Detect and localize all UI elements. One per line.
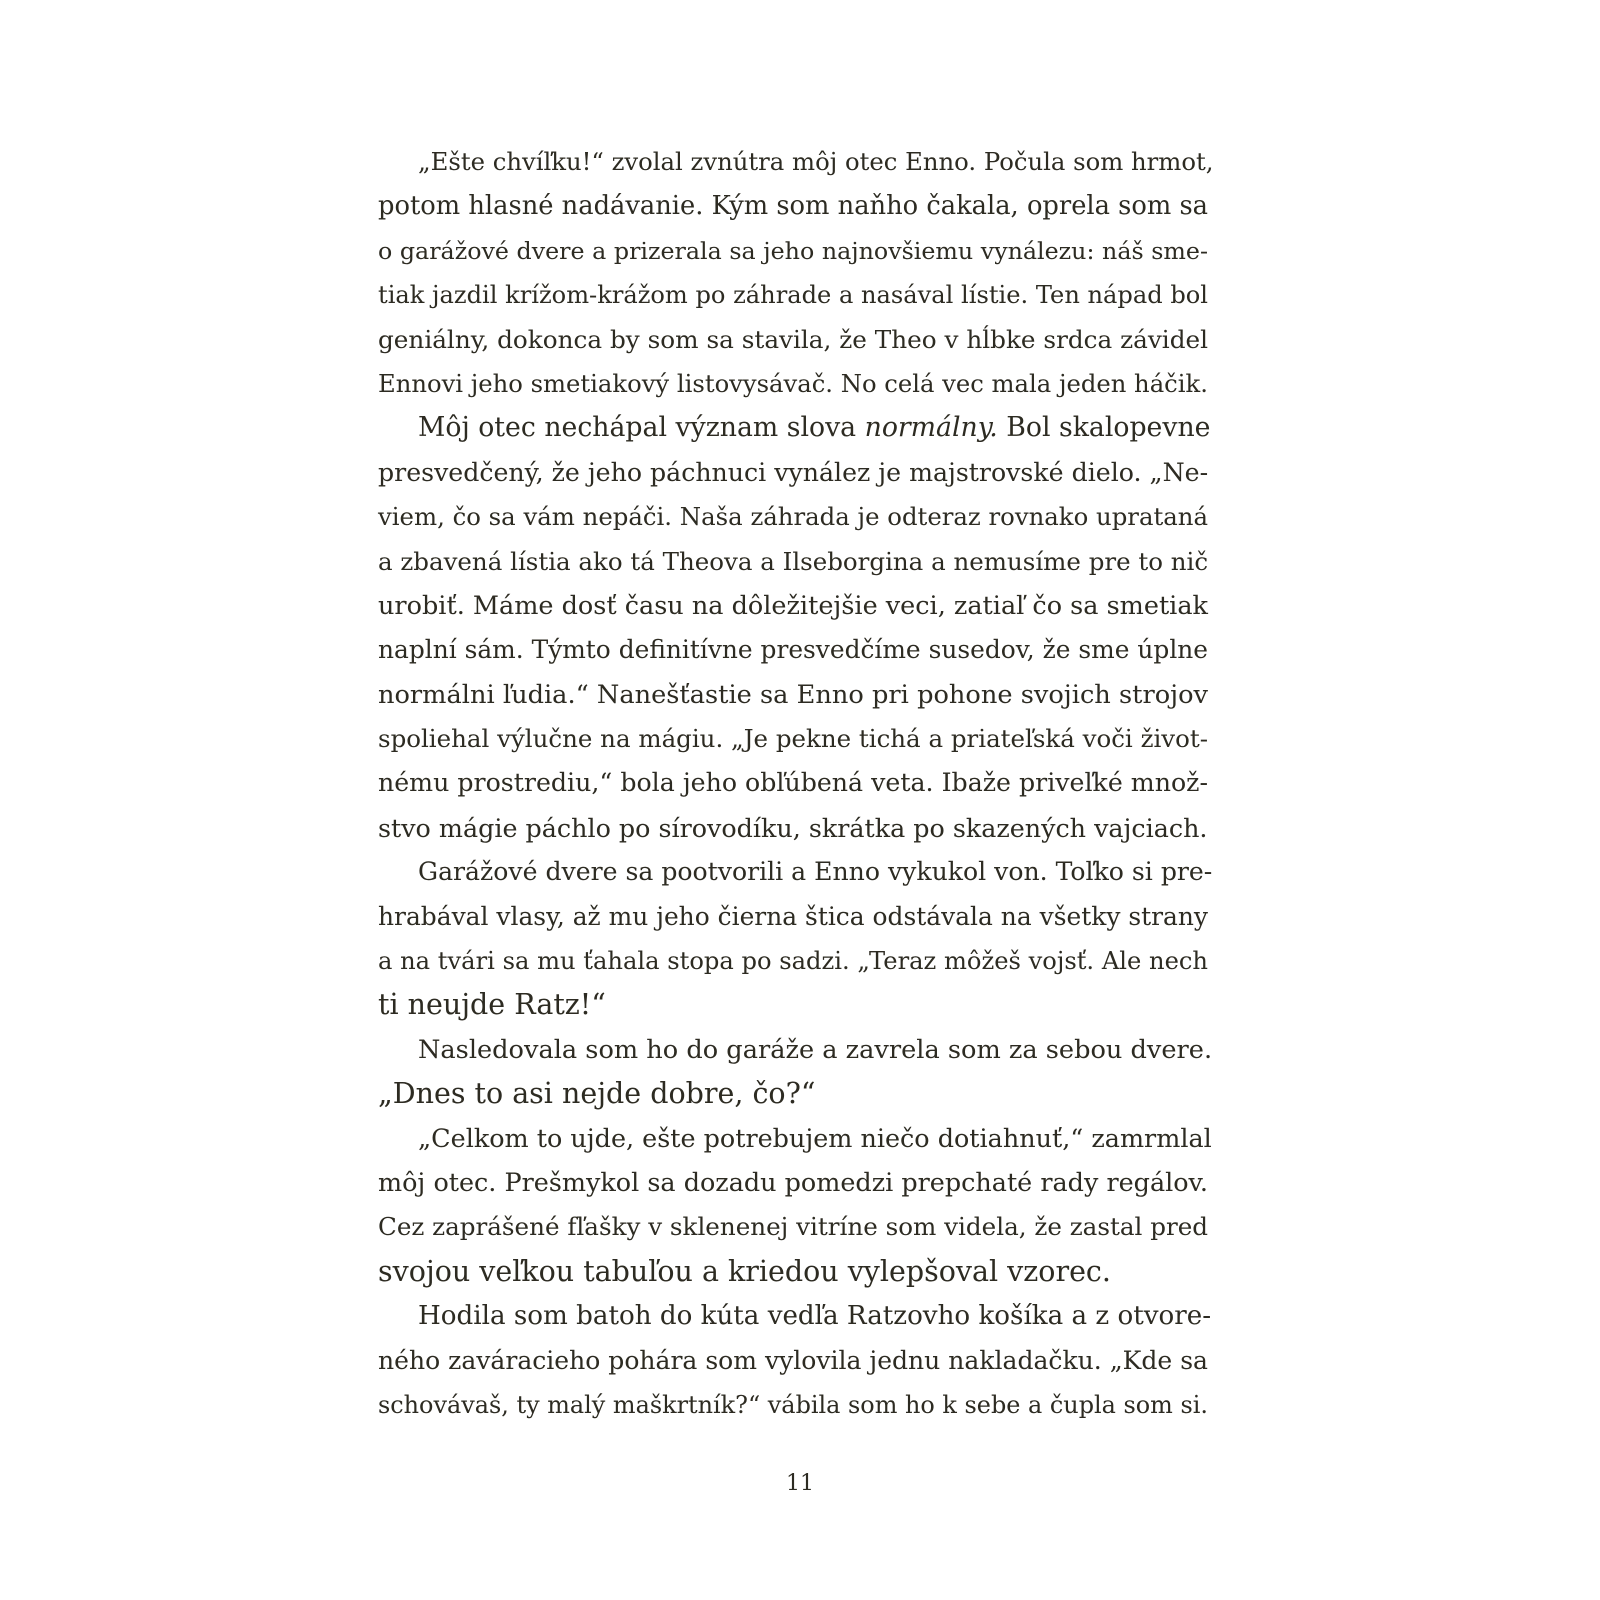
text-line: geniálny, dokonca by som sa stavila, že Theo v hĺbke srdca závidel	[378, 324, 1208, 354]
text-line: môj otec. Prešmykol sa dozadu pomedzi prepchaté rady regálov.	[378, 1167, 1208, 1198]
text-line: o garážové dvere a prizerala sa jeho najnovšiemu vynálezu: náš sme-	[378, 236, 1208, 265]
text-line: ti neujde Ratz!“	[378, 988, 606, 1022]
text-line: spoliehal výlučne na mágiu. „Je pekne tichá a priateľská voči život-	[378, 724, 1208, 754]
text-line: nému prostrediu,“ bola jeho obľúbená veta. Ibaže priveľké množ-	[378, 768, 1208, 798]
text-line	[378, 406, 1211, 450]
italic-word: normálny.	[864, 412, 998, 444]
text-line: „Celkom to ujde, ešte potrebujem niečo dotiahnuť,“ zamrmlal	[418, 1123, 1212, 1154]
text-line: normálni ľudia.“ Nanešťastie sa Enno pri pohone svojich strojov	[378, 679, 1208, 710]
text-line: stvo mágie páchlo po sírovodíku, skrátka po skazených vajciach.	[378, 812, 1208, 843]
text-line: hrabával vlasy, až mu jeho čierna štica odstávala na všetky strany	[378, 901, 1208, 931]
text-line: viem, čo sa vám nepáči. Naša záhrada je odteraz rovnako uprataná	[378, 502, 1208, 532]
text-line: ného zaváracieho pohára som vylovila jednu nakladačku. „Kde sa	[378, 1345, 1208, 1375]
text-segment: Môj otec nechápal význam slova	[418, 412, 865, 444]
text-segment: Bol skalopevne	[997, 412, 1211, 444]
text-line: tiak jazdil krížom-krážom po záhrade a nasával lístie. Ten nápad bol	[378, 281, 1208, 310]
text-line: presvedčený, že jeho páchnuci vynález je majstrovské dielo. „Ne-	[378, 457, 1209, 487]
text-line: Nasledovala som ho do garáže a zavrela som za sebou dvere.	[418, 1034, 1213, 1065]
text-line: naplní sám. Týmto definitívne presvedčíme susedov, že sme úplne	[378, 635, 1208, 665]
body-text	[378, 140, 1214, 1427]
text-line: a na tvári sa mu ťahala stopa po sadzi. „Teraz môžeš vojsť. Ale nech	[378, 947, 1208, 976]
text-line: a zbavená lístia ako tá Theova a Ilseborgina a nemusíme pre to nič	[378, 546, 1209, 576]
text-line: potom hlasné nadávanie. Kým som naňho čakala, oprela som sa	[378, 191, 1208, 222]
text-line: „Dnes to asi nejde dobre, čo?“	[378, 1077, 816, 1111]
text-line: svojou veľkou tabuľou a kriedou vylepšoval vzorec.	[378, 1254, 1111, 1288]
text-line: Ennovi jeho smetiakový listovysávač. No celá vec mala jeden háčik.	[378, 368, 1208, 398]
text-line: Hodila som batoh do kúta vedľa Ratzovho košíka a z otvore-	[418, 1301, 1212, 1332]
text-line: Cez zaprášené fľašky v sklenenej vitríne som videla, že zastal pred	[378, 1212, 1208, 1242]
text-line: Garážové dvere sa pootvorili a Enno vykukol von. Toľko si pre-	[418, 857, 1213, 887]
text-line: urobiť. Máme dosť času na dôležitejšie veci, zatiaľ čo sa smetiak	[378, 590, 1208, 621]
text-line: schovávaš, ty malý maškrtník?“ vábila som ho k sebe a čupla som si.	[378, 1390, 1208, 1419]
page-number: 11	[786, 1471, 814, 1496]
text-line: „Ešte chvíľku!“ zvolal zvnútra môj otec Enno. Počula som hrmot,	[418, 147, 1214, 176]
